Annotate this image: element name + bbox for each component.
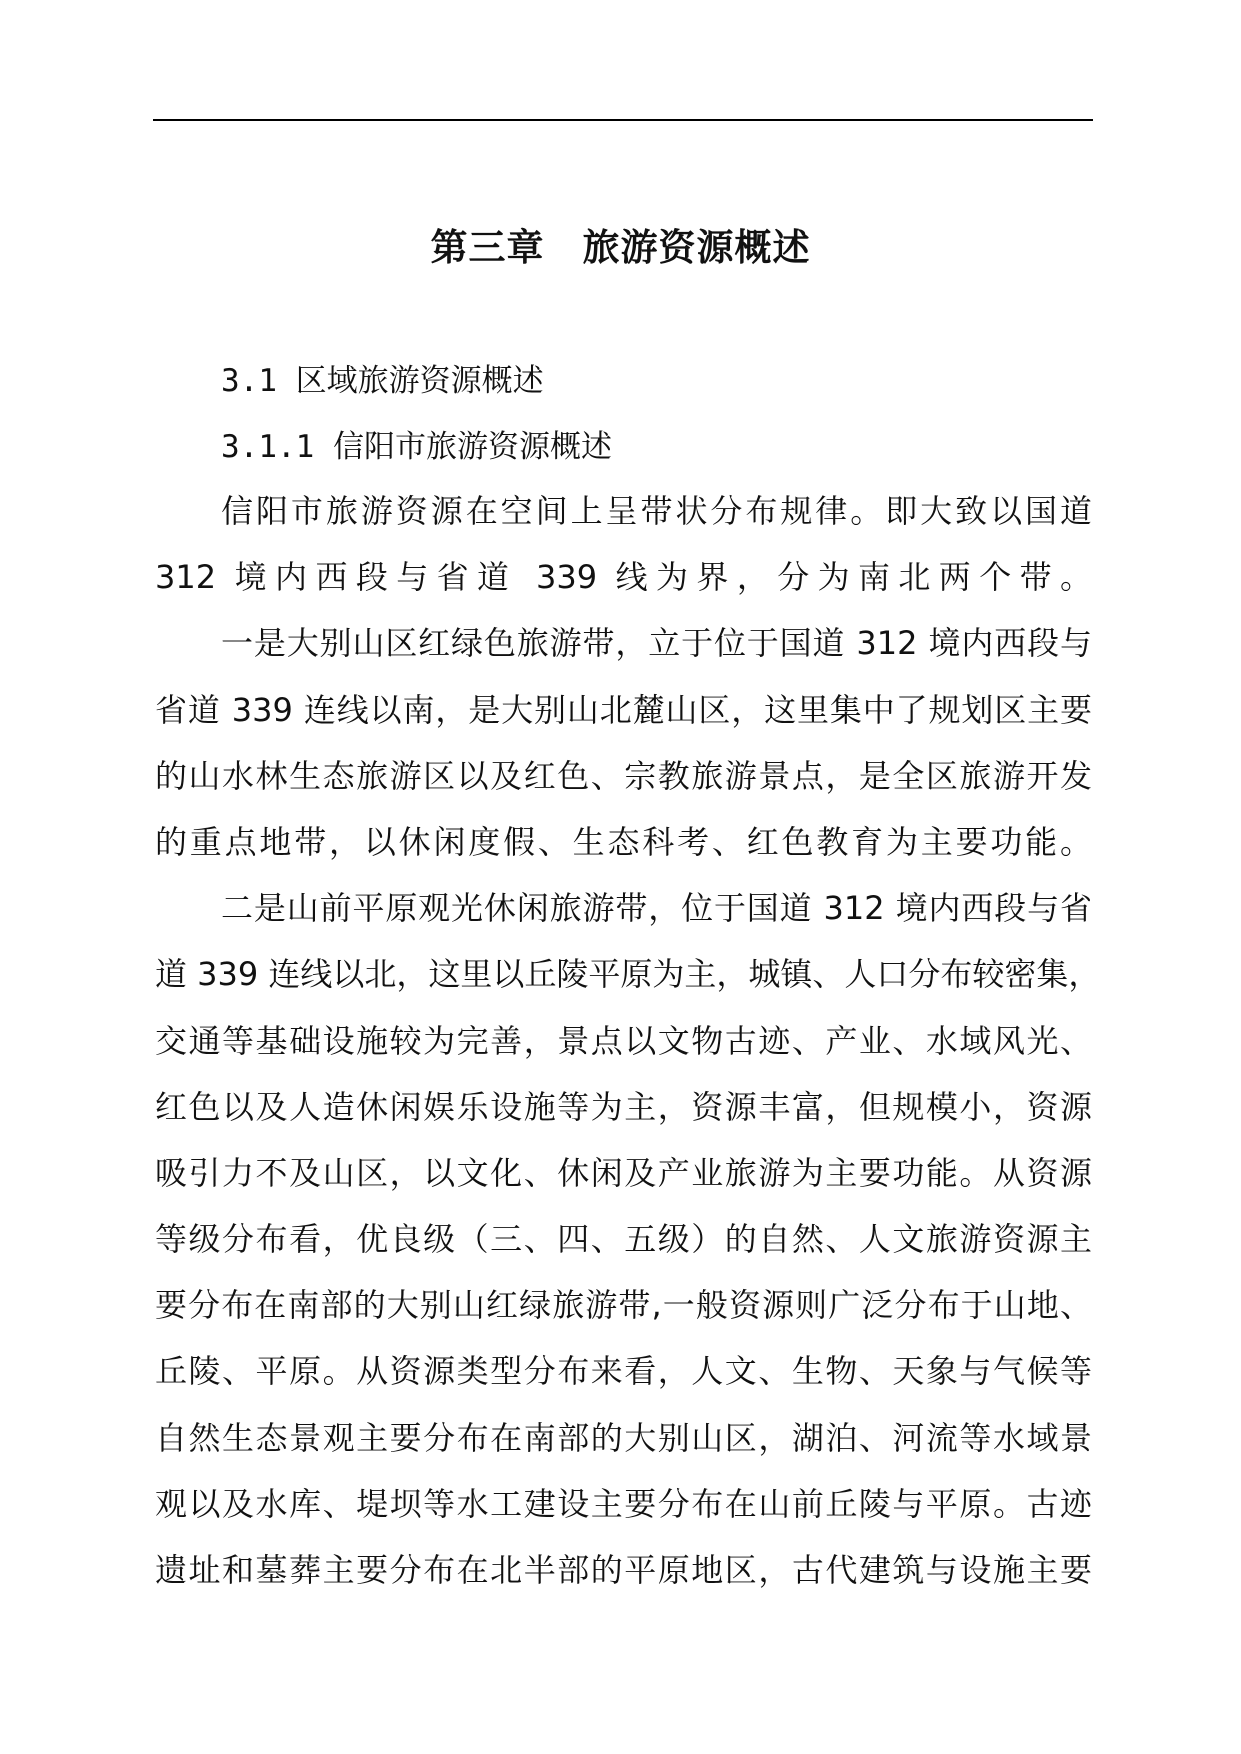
paragraph-line: 要分布在南部的大别山红绿旅游带,一般资源则广泛分布于山地、 [155,1286,1092,1325]
paragraph-line: 红色以及人造休闲娱乐设施等为主，资源丰富，但规模小，资源 [155,1087,1092,1126]
paragraph-line: 等级分布看，优良级（三、四、五级）的自然、人文旅游资源主 [155,1220,1092,1259]
paragraph-line: 观以及水库、堤坝等水工建设主要分布在山前丘陵与平原。古迹 [155,1484,1092,1523]
paragraph-line: 二是山前平原观光休闲旅游带，位于国道 312 境内西段与省 [221,889,1092,928]
paragraph [155,621,1092,886]
paragraph [155,886,1101,1614]
paragraph-line: 丘陵、平原。从资源类型分布来看，人文、生物、天象与气候等 [155,1352,1092,1391]
header-rule [153,119,1093,121]
paragraph-line: 交通等基础设施较为完善，景点以文物古迹、产业、水域风光、 [155,1021,1092,1060]
paragraph-line: 312 境内西段与省道 339 线为界，分为南北两个带。 [155,558,1092,597]
body-text [155,489,1101,1614]
paragraph-line: 遗址和墓葬主要分布在北半部的平原地区，古代建筑与设施主要 [155,1551,1092,1589]
paragraph-line: 吸引力不及山区，以文化、休闲及产业旅游为主要功能。从资源 [155,1153,1092,1192]
section-heading: 3.1 区域旅游资源概述 [221,363,544,399]
paragraph-line: 的重点地带，以休闲度假、生态科考、红色教育为主要功能。 [155,822,1092,861]
paragraph-line: 自然生态景观主要分布在南部的大别山区，湖泊、河流等水域景 [155,1418,1092,1457]
paragraph [155,489,1092,621]
paragraph-line: 信阳市旅游资源在空间上呈带状分布规律。即大致以国道 [221,492,1092,530]
paragraph-line: 道 339 连线以北，这里以丘陵平原为主，城镇、人口分布较密集， [155,955,1101,994]
subsection-heading: 3.1.1 信阳市旅游资源概述 [221,429,612,465]
chapter-title: 第三章 旅游资源概述 [430,226,811,269]
paragraph-line: 的山水林生态旅游区以及红色、宗教旅游景点，是全区旅游开发 [155,756,1092,795]
paragraph-line: 一是大别山区红绿色旅游带，立于位于国道 312 境内西段与 [221,624,1092,663]
paragraph-line: 省道 339 连线以南，是大别山北麓山区，这里集中了规划区主要 [155,690,1092,729]
